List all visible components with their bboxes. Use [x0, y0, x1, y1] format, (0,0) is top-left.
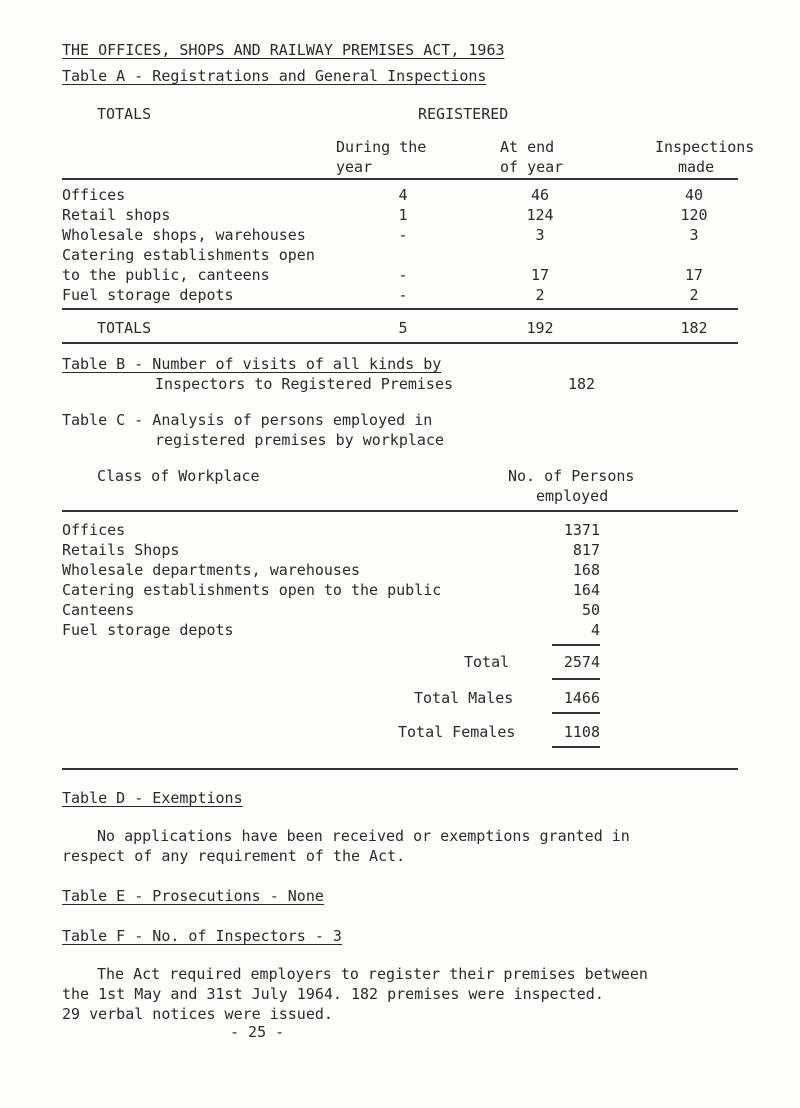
total-females-value: 1108	[563, 723, 600, 741]
col-class-header: Class of Workplace	[97, 467, 260, 485]
list-item-label: Offices	[62, 521, 126, 539]
list-item-value: 1371	[563, 521, 600, 539]
total-males-value: 1466	[563, 689, 600, 707]
males-rule	[552, 678, 600, 680]
table-d-text-2: respect of any requirement of the Act.	[62, 847, 406, 865]
table-c-subtitle: registered premises by workplace	[155, 431, 444, 449]
col-end-header-2: of year	[500, 158, 564, 176]
list-item-value: 50	[581, 601, 600, 619]
table-row-made: 17	[684, 266, 704, 284]
totals-end: 192	[526, 319, 554, 337]
females-bottom-rule	[552, 746, 600, 748]
table-row-end: 17	[530, 266, 550, 284]
page-number: - 25 -	[230, 1023, 285, 1041]
table-a-totals-rule	[62, 308, 738, 310]
table-row-made: 2	[689, 286, 699, 304]
table-row-end: 2	[535, 286, 545, 304]
list-item-label: Retails Shops	[62, 541, 180, 559]
table-b-title: Table B - Number of visits of all kinds by	[62, 355, 442, 373]
col-end-header-1: At end	[500, 138, 555, 156]
table-row-made: 40	[684, 186, 704, 204]
table-f-title: Table F - No. of Inspectors - 3	[62, 927, 342, 945]
table-row-end: 3	[535, 226, 545, 244]
table-d-title: Table D - Exemptions	[62, 789, 243, 807]
col-during-header-1: During the	[336, 138, 427, 156]
table-f-text-3: 29 verbal notices were issued.	[62, 1005, 333, 1023]
totals-header: TOTALS	[97, 105, 152, 123]
females-rule	[552, 712, 600, 714]
total-value: 2574	[563, 653, 600, 671]
col-persons-header-2: employed	[536, 487, 609, 505]
table-f-text-2: the 1st May and 31st July 1964. 182 premises were inspected.	[62, 985, 604, 1003]
table-row-during: -	[398, 266, 408, 284]
table-row-label: Offices	[62, 186, 126, 204]
table-row-label: Fuel storage depots	[62, 286, 234, 304]
list-item-label: Fuel storage depots	[62, 621, 234, 639]
totals-during: 5	[398, 319, 408, 337]
table-a-title: Table A - Registrations and General Inspections	[62, 67, 487, 85]
registered-header: REGISTERED	[418, 105, 509, 123]
total-rule	[552, 644, 600, 646]
table-f-text-1: The Act required employers to register their premises between	[97, 965, 648, 983]
list-item-value: 817	[572, 541, 600, 559]
list-item-label: Catering establishments open to the public	[62, 581, 442, 599]
table-row-label: Catering establishments open	[62, 246, 315, 264]
list-item-value: 164	[572, 581, 600, 599]
total-females-label: Total Females	[398, 723, 516, 741]
table-c-bottom-rule	[62, 768, 738, 770]
total-label: Total	[464, 653, 510, 671]
table-a-bottom-rule	[62, 342, 738, 344]
list-item-value: 4	[590, 621, 600, 639]
table-row-end: 124	[526, 206, 554, 224]
table-row-made: 120	[680, 206, 708, 224]
document-heading: THE OFFICES, SHOPS AND RAILWAY PREMISES ACT, 1963	[62, 41, 505, 59]
table-e-title: Table E - Prosecutions - None	[62, 887, 324, 905]
totals-label: TOTALS	[97, 319, 152, 337]
table-row-during: 1	[398, 206, 408, 224]
total-males-label: Total Males	[414, 689, 514, 707]
totals-made: 182	[680, 319, 708, 337]
table-b-subtitle: Inspectors to Registered Premises	[155, 375, 454, 393]
list-item-value: 168	[572, 561, 600, 579]
table-row-during: -	[398, 226, 408, 244]
table-row-label: to the public, canteens	[62, 266, 270, 284]
table-d-text-1: No applications have been received or exemptions granted in	[97, 827, 630, 845]
table-row-label: Wholesale shops, warehouses	[62, 226, 306, 244]
col-persons-header-1: No. of Persons	[508, 467, 635, 485]
col-made-header-2: made	[678, 158, 715, 176]
table-row-label: Retail shops	[62, 206, 171, 224]
table-c-top-rule	[62, 510, 738, 512]
table-row-during: -	[398, 286, 408, 304]
table-row-end: 46	[530, 186, 550, 204]
list-item-label: Wholesale departments, warehouses	[62, 561, 361, 579]
table-row-during: 4	[398, 186, 408, 204]
col-during-header-2: year	[336, 158, 373, 176]
list-item-label: Canteens	[62, 601, 135, 619]
table-c-title: Table C - Analysis of persons employed in	[62, 411, 433, 429]
table-b-value: 182	[568, 375, 596, 393]
table-row-made: 3	[689, 226, 699, 244]
col-made-header-1: Inspections	[655, 138, 755, 156]
table-a-top-rule	[62, 178, 738, 180]
